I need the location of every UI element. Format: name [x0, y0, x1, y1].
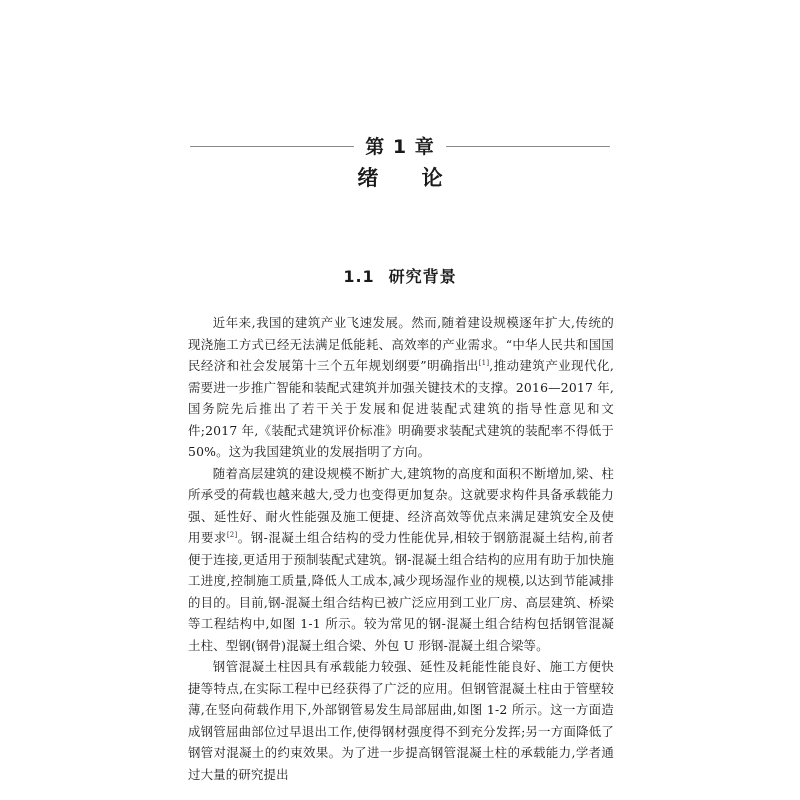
chapter-title: 绪 论	[357, 166, 461, 190]
section-heading	[0, 262, 800, 292]
paragraph-text: 钢管混凝土柱因具有承载能力较强、延性及耗能性能良好、施工方便快捷等特点,在实际工程中已经获得了广泛的应用。但钢管混凝土柱由于管壁较薄,在竖向荷载作用下,外部钢管易发生局部屈曲,如图 1-2 所示。这一方面造成钢管屈曲部位过早退出工作,使得钢材强度得不到充分发挥;另一方面降低了钢管对混凝土的约束效果。为了进一步提高钢管混凝土柱的承载能力,学者通过大量的研究提出	[188, 659, 614, 782]
section-title: 研究背景	[388, 267, 457, 286]
chapter-header	[190, 132, 610, 162]
paragraph-text: 。钢-混凝土组合结构的受力性能优异,相较于钢筋混凝土结构,前者便于连接,更适用于预制装配式建筑。钢-混凝土组合结构的应用有助于加快施工进度,控制施工质量,降低人工成本,减少现场湿作业的规模,以达到节能减排的目的。目前,钢-混凝土组合结构已被广泛应用到工业厂房、高层建筑、桥梁等工程结构中,如图 1-1 所示。较为常见的钢-混凝土组合结构包括钢管混凝土柱、型钢(钢骨)混凝土组合梁、外包 U 形钢-混凝土组合梁等。	[188, 530, 614, 653]
citation: [1]	[478, 359, 490, 367]
paragraph-text: 近年来,我国的建筑产业飞速发展。然而,随着建设规模逐年扩大,传统的现浇施工方式已经无法满足低能耗、高效率的产业需求。“中华人民共和国国民经济和社会发展第十三个五年规划纲要”明确指出	[188, 315, 614, 373]
section-number: 1.1	[343, 267, 375, 286]
chapter-rule-right	[446, 146, 610, 147]
paragraph-2	[188, 463, 614, 657]
chapter-label: 第 1 章	[365, 136, 435, 158]
paragraph-1	[188, 312, 614, 463]
body-text	[188, 312, 614, 785]
citation: [2]	[226, 531, 238, 539]
paragraph-text: ,推动建筑产业现代化,需要进一步推广智能和装配式建筑并加强关键技术的支撑。2016—2017 年,国务院先后推出了若干关于发展和促进装配式建筑的指导性意见和文件;2017 年,《装配式建筑评价标准》明确要求装配式建筑的装配率不得低于 50%。这为我国建筑业的发展指明了方向。	[188, 358, 614, 459]
paragraph-text: 随着高层建筑的建设规模不断扩大,建筑物的高度和面积不断增加,梁、柱所承受的荷载也越来越大,受力也变得更加复杂。这就要求构件具备承载能力强、延性好、耐火性能强及施工便捷、经济高效等优点来满足建筑安全及使用要求	[188, 465, 614, 545]
paragraph-3	[188, 656, 614, 785]
